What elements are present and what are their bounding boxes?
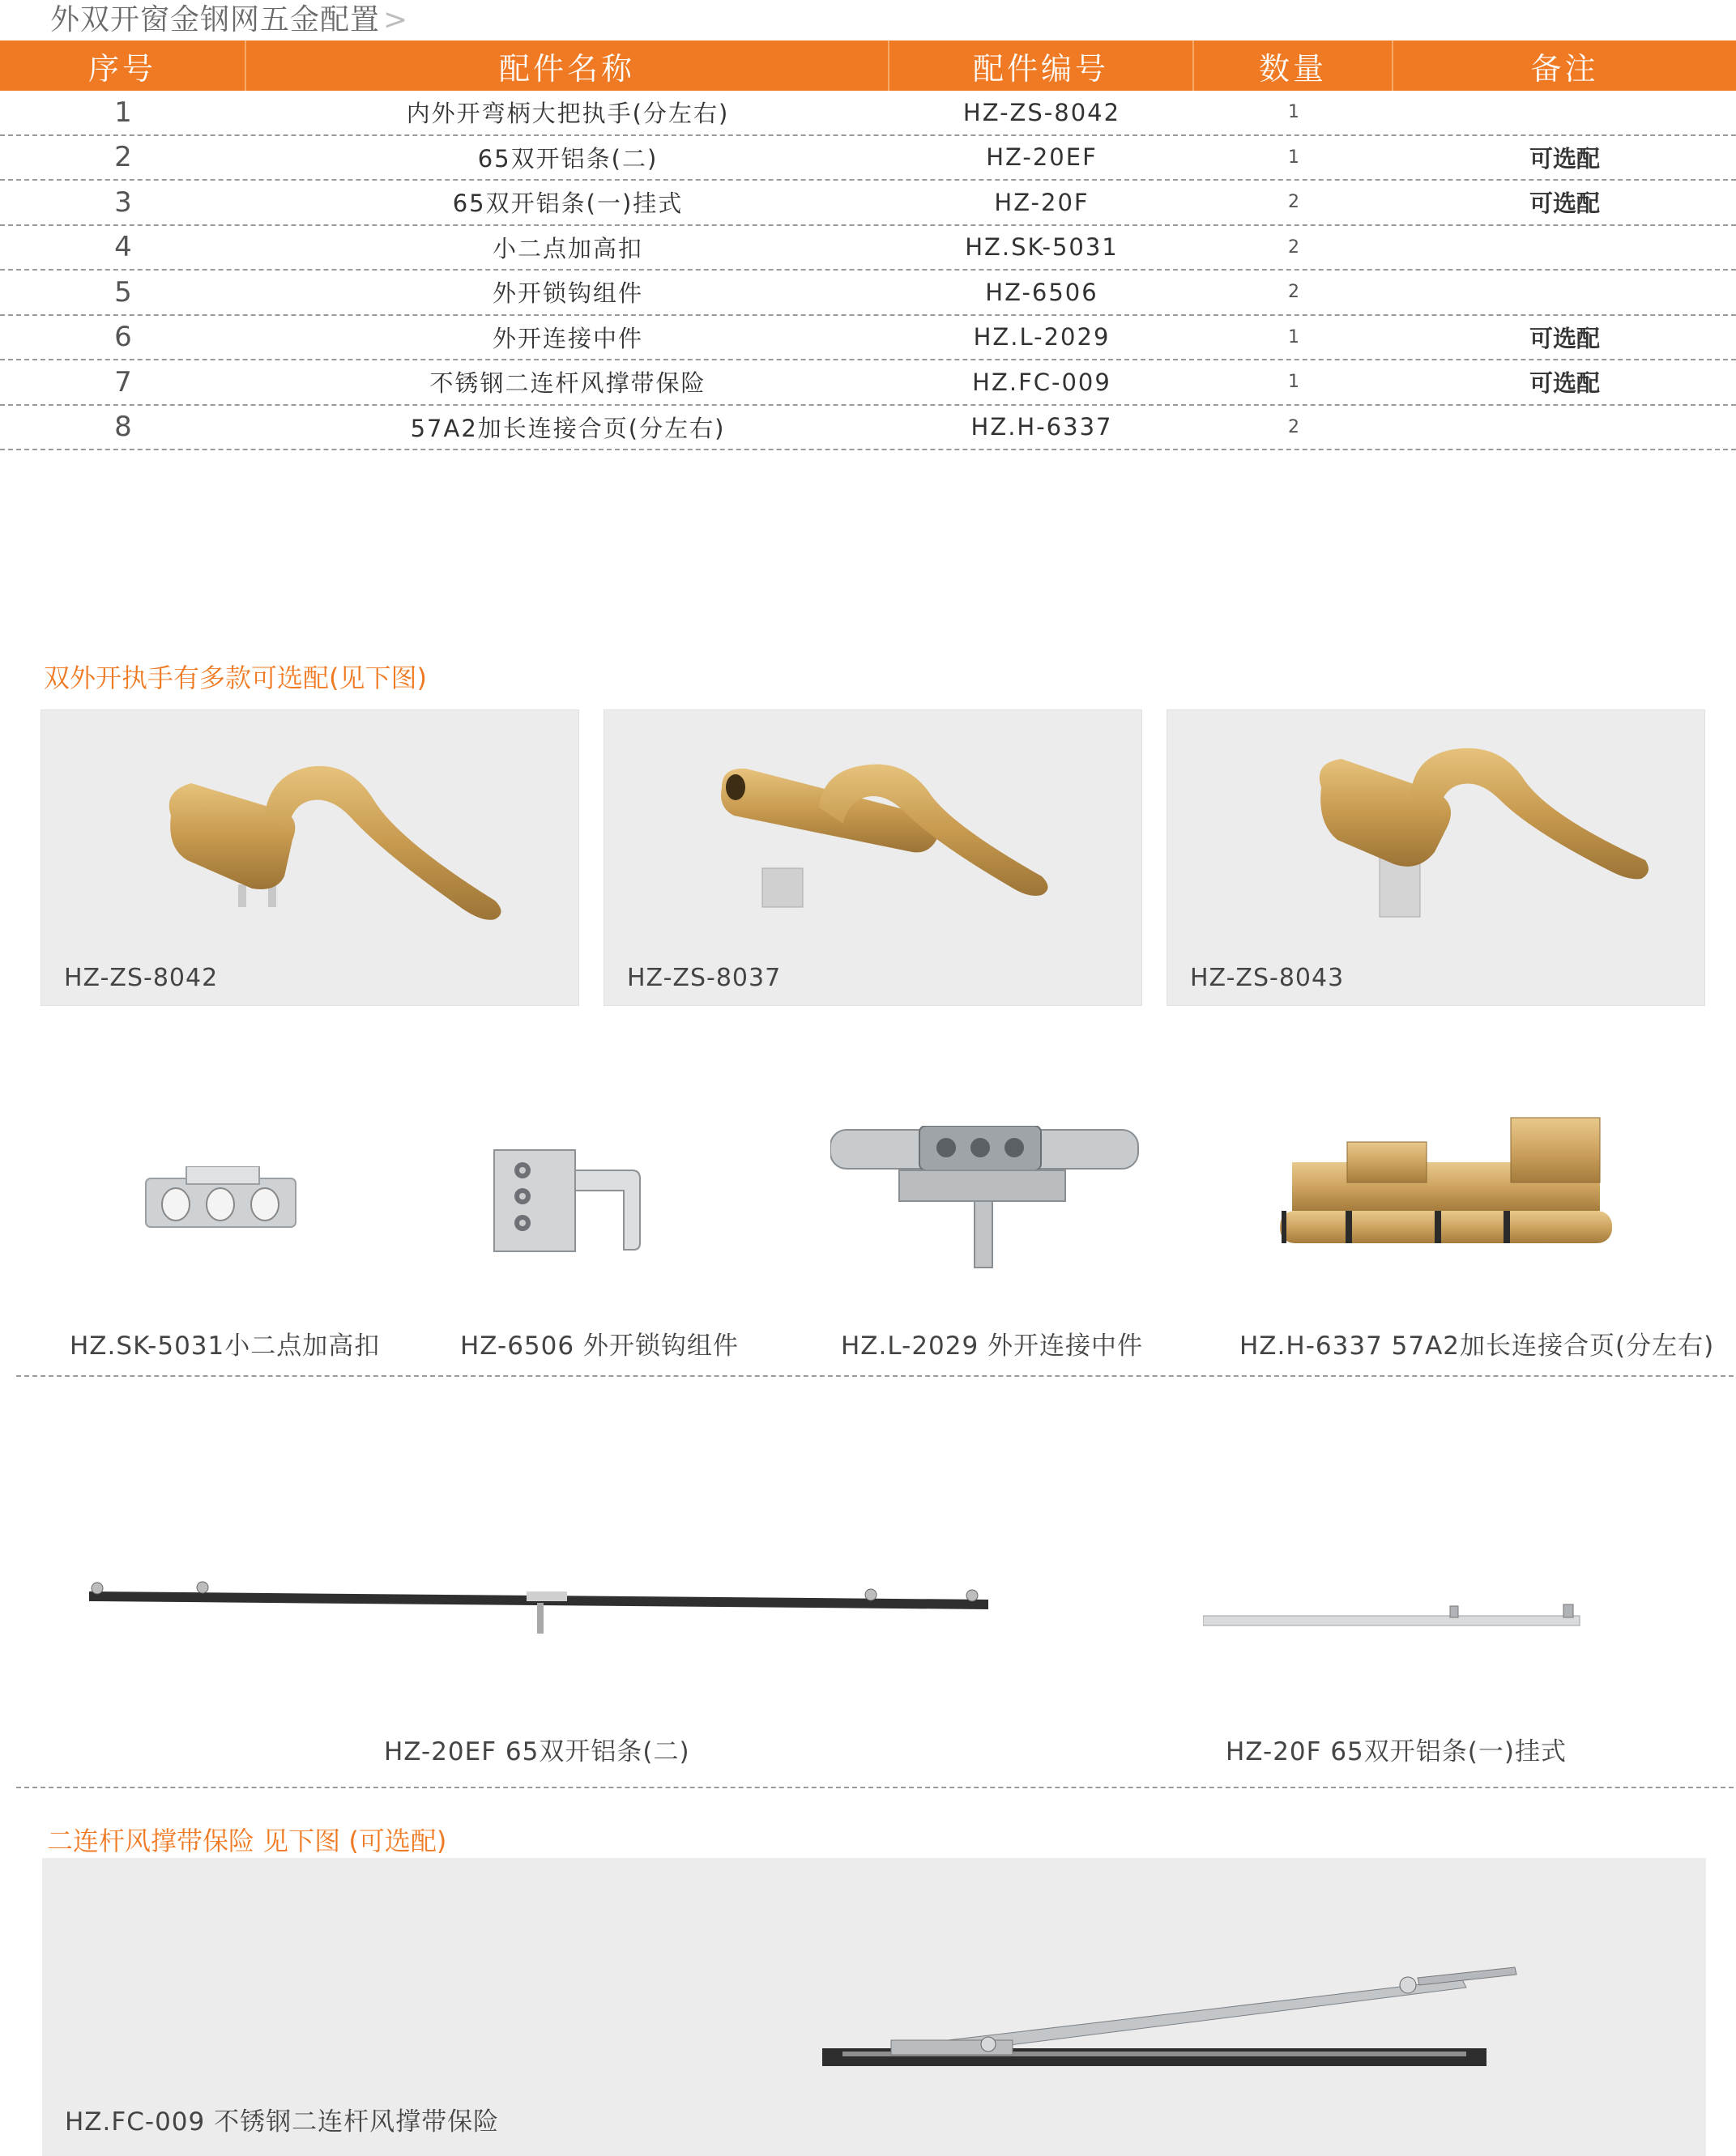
cell-no: 2	[114, 141, 132, 174]
lock-hook-icon	[486, 1146, 648, 1255]
table-row	[0, 136, 1736, 181]
cell-no: 5	[114, 275, 132, 309]
header-name: 配件名称	[246, 40, 889, 91]
cell-qty: 2	[1288, 236, 1299, 258]
header-no: 序号	[0, 40, 246, 91]
hinge-icon	[1276, 1114, 1616, 1255]
header-note: 备注	[1530, 50, 1599, 87]
cell-name: 小二点加高扣	[492, 234, 643, 262]
cell-name: 外开锁钩组件	[492, 279, 643, 308]
cell-note: 可选配	[1529, 144, 1600, 173]
part-caption: HZ.H-6337 57A2加长连接合页(分左右)	[1239, 1332, 1715, 1361]
cell-name: 65双开铝条(二)	[477, 144, 659, 173]
handle-card	[1167, 709, 1705, 1006]
page-title	[50, 0, 408, 38]
cell-qty: 2	[1288, 282, 1299, 303]
cell-name: 内外开弯柄大把执手(分左右)	[406, 100, 730, 128]
cell-note: 可选配	[1529, 369, 1600, 398]
cell-code: HZ.SK-5031	[965, 233, 1119, 262]
part-caption: HZ.SK-5031小二点加高扣	[70, 1332, 381, 1361]
cell-code: HZ.FC-009	[972, 368, 1111, 396]
table-row	[0, 271, 1736, 316]
cell-note	[1393, 226, 1736, 270]
cell-note: 可选配	[1529, 324, 1600, 352]
handle-code: HZ-ZS-8037	[627, 964, 782, 992]
chevron-right-icon: >	[383, 3, 409, 36]
table-row	[0, 181, 1736, 226]
door-handle-icon	[41, 710, 580, 1007]
table-row	[0, 91, 1736, 136]
header-code: 配件编号	[889, 40, 1194, 91]
aluminum-strip-icon	[85, 1575, 992, 1640]
cell-code: HZ-20F	[994, 188, 1090, 216]
cell-no: 1	[114, 96, 132, 129]
cell-note	[1393, 91, 1736, 134]
cell-qty: 1	[1288, 326, 1299, 347]
stay-caption: HZ.FC-009 不锈钢二连杆风撑带保险	[65, 2107, 500, 2137]
cell-note	[1393, 271, 1736, 314]
handle-card	[41, 709, 579, 1006]
handles-section-title: 双外开执手有多款可选配(见下图)	[44, 663, 427, 693]
part-caption: HZ-6506 外开锁钩组件	[460, 1332, 739, 1361]
cell-note	[1393, 406, 1736, 450]
cell-name: 57A2加长连接合页(分左右)	[410, 414, 726, 442]
connector-icon	[830, 1126, 1142, 1276]
handle-card	[604, 709, 1142, 1006]
cell-qty: 1	[1288, 147, 1299, 168]
page-title-text: 外双开窗金钢网五金配置	[50, 3, 381, 36]
strip-caption: HZ-20EF 65双开铝条(二)	[384, 1737, 690, 1766]
cell-note: 可选配	[1529, 190, 1600, 218]
door-handle-icon	[604, 710, 1143, 1007]
cell-name: 外开连接中件	[492, 324, 643, 352]
header-qty: 数量	[1194, 40, 1393, 91]
handle-code: HZ-ZS-8042	[64, 964, 219, 992]
cell-qty: 1	[1288, 372, 1299, 393]
cell-qty: 2	[1288, 192, 1299, 213]
friction-stay-icon	[818, 1963, 1531, 2077]
keeper-icon	[142, 1166, 304, 1231]
table-row	[0, 360, 1736, 406]
cell-qty: 2	[1288, 416, 1299, 437]
table-header	[0, 40, 1736, 91]
cell-code: HZ.L-2029	[973, 323, 1111, 352]
cell-code: HZ.H-6337	[970, 413, 1113, 441]
door-handle-icon	[1167, 710, 1706, 1007]
divider	[16, 1375, 1734, 1377]
config-table	[0, 40, 1736, 450]
cell-qty: 1	[1288, 102, 1299, 123]
cell-no: 6	[114, 321, 132, 354]
table-row	[0, 406, 1736, 451]
strip-caption: HZ-20F 65双开铝条(一)挂式	[1226, 1737, 1567, 1766]
cell-name: 65双开铝条(一)挂式	[452, 190, 684, 218]
table-row	[0, 226, 1736, 271]
cell-no: 7	[114, 365, 132, 398]
divider	[16, 1787, 1734, 1788]
stay-section-title: 二连杆风撑带保险 见下图 (可选配)	[47, 1826, 447, 1856]
cell-code: HZ-ZS-8042	[962, 98, 1121, 126]
part-caption: HZ.L-2029 外开连接中件	[841, 1332, 1144, 1361]
cell-code: HZ-6506	[985, 278, 1098, 306]
cell-no: 4	[114, 231, 132, 264]
cell-code: HZ-20EF	[986, 143, 1098, 172]
table-row	[0, 316, 1736, 361]
handle-code: HZ-ZS-8043	[1190, 964, 1345, 992]
cell-no: 8	[114, 411, 132, 444]
aluminum-strip-icon	[1203, 1600, 1584, 1632]
stay-panel	[42, 1858, 1706, 2156]
cell-name: 不锈钢二连杆风撑带保险	[429, 369, 706, 398]
cell-no: 3	[114, 185, 132, 219]
